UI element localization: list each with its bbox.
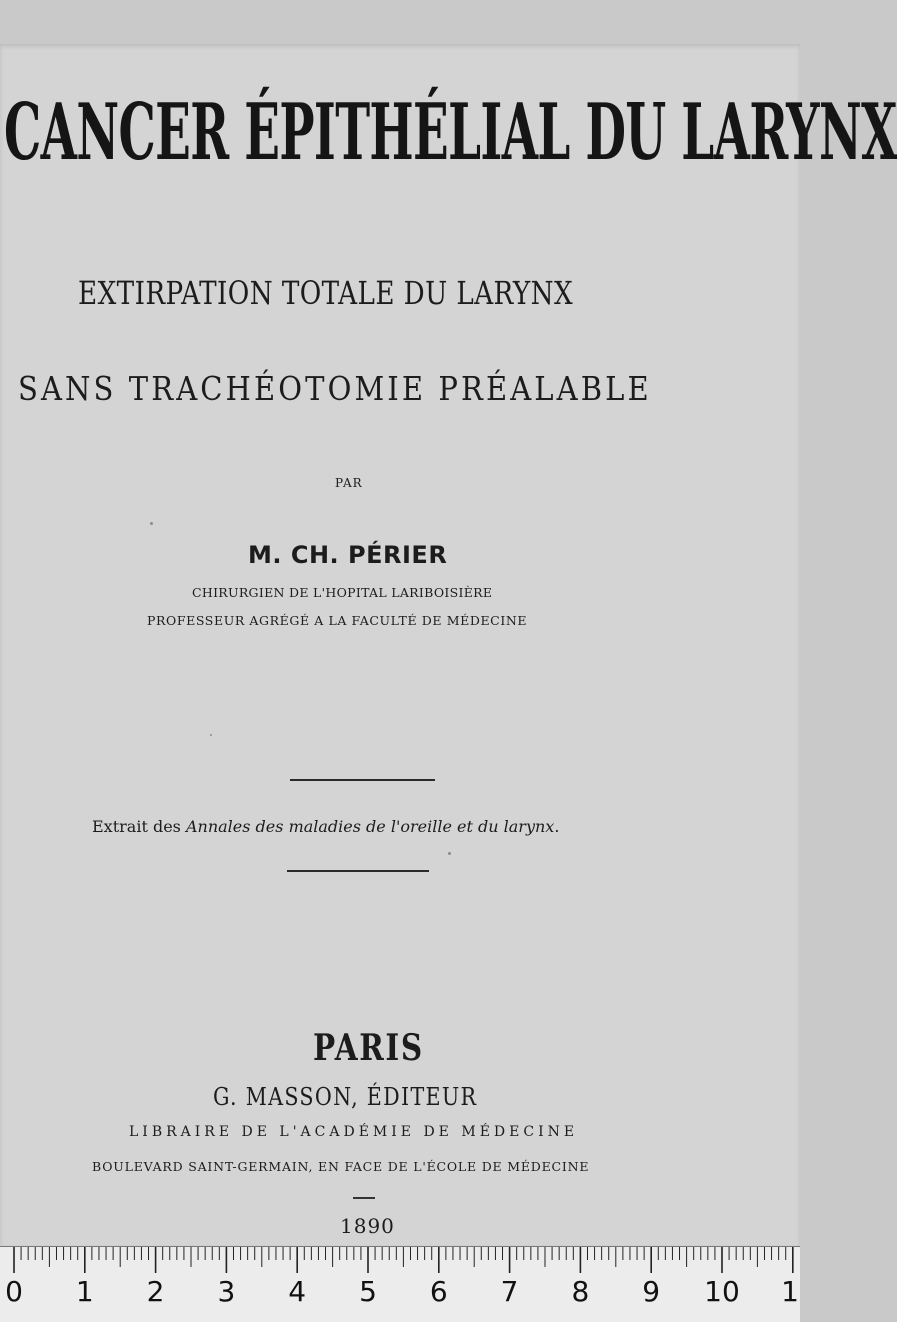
publisher-address: BOULEVARD SAINT-GERMAIN, EN FACE DE L'ÉCOLE DE MÉDECINE: [92, 1159, 590, 1174]
extract-note: [92, 817, 559, 836]
extract-suffix: .: [554, 817, 560, 836]
publication-city: PARIS: [313, 1027, 424, 1069]
author-affiliation-2: PROFESSEUR AGRÉGÉ A LA FACULTÉ DE MÉDECINE: [147, 613, 528, 628]
ruler-label: 4: [288, 1275, 307, 1308]
ruler-label: 2: [146, 1275, 165, 1308]
ruler-label: 9: [642, 1275, 661, 1308]
author-affiliation-1: CHIRURGIEN DE L'HOPITAL LARIBOISIÈRE: [192, 585, 493, 600]
ruler-label: 7: [500, 1275, 519, 1308]
publisher-description: LIBRAIRE DE L'ACADÉMIE DE MÉDECINE: [129, 1124, 579, 1140]
ruler-label: 1: [75, 1275, 94, 1308]
extract-journal: Annales des maladies de l'oreille et du larynx: [185, 817, 555, 836]
paper-speck: [150, 522, 153, 525]
ruler-label: 10: [704, 1275, 740, 1308]
publication-year: 1890: [340, 1214, 395, 1238]
title-page: [0, 44, 897, 1246]
ruler-label: 5: [359, 1275, 377, 1308]
ruler-label: 1: [781, 1275, 799, 1308]
subtitle-line-2: SANS TRACHÉOTOMIE PRÉALABLE: [18, 369, 652, 408]
extract-prefix: Extrait des: [92, 817, 181, 836]
paper-speck: [448, 852, 451, 855]
author-name: M. CH. PÉRIER: [248, 541, 448, 569]
measurement-ruler: [0, 1246, 800, 1322]
divider-top: [290, 779, 435, 781]
subtitle-line-1: EXTIRPATION TOTALE DU LARYNX: [78, 274, 574, 312]
ruler-label: 8: [571, 1275, 590, 1308]
ruler-label: 3: [217, 1275, 236, 1308]
book-title: CANCER ÉPITHÉLIAL DU LARYNX: [4, 87, 897, 178]
year-dash: [353, 1197, 375, 1199]
ruler-ticks: [0, 1247, 800, 1277]
publisher-name: G. MASSON, ÉDITEUR: [213, 1083, 478, 1111]
by-label: PAR: [335, 476, 363, 490]
divider-bottom: [287, 870, 429, 872]
ruler-label: 0: [5, 1275, 23, 1308]
paper-speck: [210, 734, 212, 736]
ruler-label: 6: [429, 1275, 448, 1308]
